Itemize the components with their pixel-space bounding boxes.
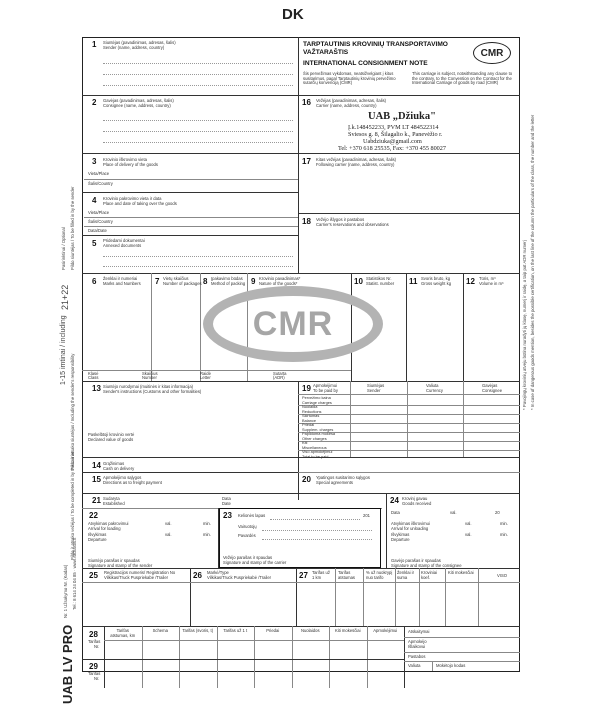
adr-label-en: (ADR) [273, 375, 285, 380]
col-number: 8 [203, 277, 208, 286]
tariff-label: % už nuokrypį nuo tarifo [366, 570, 393, 580]
box-label: Special agreements [316, 480, 354, 485]
box-label: Vežėjas (pavadinimas, adresas, šalis) [316, 98, 387, 103]
cmr-watermark [203, 286, 383, 362]
box-label: Established [103, 501, 125, 506]
charge-row-label: Other charges [302, 435, 327, 441]
charge-row-divider [298, 405, 520, 406]
col-header: Vietų skaičius [163, 276, 189, 281]
charge-row-label: Pervežimo kaina [302, 395, 331, 400]
box-number: 23 [223, 511, 232, 520]
box-label: Sudaryta [103, 496, 120, 501]
truck-trailer-label: Vilkikas/Truck Puspriekabė /Trailer [104, 575, 169, 580]
cmr-watermark-text: CMR [252, 305, 334, 343]
currency-label: Valiuta [408, 663, 421, 668]
side-note-carrier: Pildo ir atsako vežėjas / To be completed in by the carrier [70, 451, 75, 560]
cmr-logo [473, 42, 511, 64]
box-number: 24 [390, 496, 399, 505]
row28-col-header: Tarifas atstumas, km [110, 628, 136, 638]
box-label: Annexed documents [103, 243, 142, 248]
brand-url: Tel.: 8 614 24 04 85 · www.vadrastis.lt [72, 537, 77, 610]
box-number: 20 [302, 475, 311, 484]
signature-label-en: Signature and stamp of the sender [88, 563, 153, 568]
payer-consignee-en: Consignee [482, 388, 503, 393]
row28-col-divider [142, 626, 143, 688]
box-label: Following carrier (name, address, country) [316, 162, 395, 167]
row28-col-divider [367, 626, 368, 688]
minute-label: min. [500, 532, 508, 537]
charge-row-divider [298, 441, 520, 442]
box-number: 29 [89, 662, 98, 671]
truck-trailer-label: Vilkikas/Truck Puspriekabė /Trailer [207, 575, 272, 580]
col-header: Method of packing [211, 281, 246, 286]
brand-logo: UAB LV PRO [60, 624, 75, 704]
reg-number-label: Registracijos numeris/ Registration No [104, 570, 176, 575]
number-label: Skaičius [142, 371, 158, 376]
tariff-sub: Tarifas [88, 671, 101, 676]
box-label: Krovinio iškrovimo vieta [103, 157, 147, 162]
row28-col-header: Priedai [266, 628, 280, 633]
carrier-stamp-name: UAB „Džiuka" [368, 111, 436, 122]
box-number: 22 [89, 511, 98, 520]
row28-col-header: Tarifas (svoris, t) [182, 628, 214, 633]
departure-label: Išvykimas [88, 532, 107, 537]
charge-row-label: Carriage charges [302, 399, 332, 405]
consignee-signature-label: Gavėjo parašas ir spaudas [391, 558, 441, 563]
row28-col-header: Apmokėjimui [373, 628, 398, 633]
row28-col-divider [179, 626, 180, 688]
arrival-unloading-label: Atvykimas iškrovimui [391, 521, 430, 526]
drivers-label: Vairuotojų [238, 524, 257, 529]
box-number: 28 [89, 630, 98, 639]
col-header: Ženklai ir numeriai [103, 276, 138, 281]
col-number: 11 [409, 277, 418, 286]
row28-col-divider [254, 626, 255, 688]
arrival-unloading-label-en: Arrival for unloading [391, 526, 429, 531]
place-label: Vieta/Place [88, 171, 110, 176]
date-label: Data [391, 510, 400, 515]
box-label: Cash on delivery [103, 466, 135, 471]
charge-row-label: Supplem. charges [302, 426, 334, 432]
minute-label: min. [500, 521, 508, 526]
date-label: Data [222, 496, 231, 501]
tariff-sub: Tarifas [88, 639, 101, 644]
side-note-dangerous-lt: * Pavojingų krovinių atveju būtina nurodyti jų klasę, numerį ir raidę, o taip pat ADR numerį [522, 240, 527, 410]
charge-row-label: Kiti [302, 440, 308, 445]
type-label: Markė/Type [207, 570, 229, 575]
charge-row-label: Priedai [302, 422, 315, 427]
side-vertical-info: Nr. 1 Užsakymo Nr. (Kodas) [63, 564, 68, 618]
side-range-21-22: 21+22 [60, 284, 70, 310]
tariff-sub-nr: Nr. [94, 644, 100, 649]
box-label: Krovinio pakrovimo vieta ir data [103, 196, 162, 201]
title-line-2: VAŽTARAŠTIS [303, 49, 349, 56]
title-note-en: This carriage is subject, notwithstanding any clause to the contrary, to the Convention on the Contract for the International Carriage of goods by road (CMR) [412, 71, 513, 86]
box-number: 21 [92, 496, 101, 505]
side-range-1-15: 1-15 imtinai / including [60, 315, 67, 385]
arrival-label-en: Arrival for loading [88, 526, 121, 531]
col-header: Marks and Numbers [103, 281, 141, 286]
charge-row-label: Total to be paid [302, 453, 329, 459]
payer-currency-en: Currency [426, 388, 443, 393]
col-header: Įpakavimo būdas [211, 276, 243, 281]
payer-sender-en: Sender [367, 388, 381, 393]
charge-row-label: Miscellaneous [302, 444, 327, 450]
country-label: Šalis/Country [88, 219, 113, 224]
box-number: 3 [92, 157, 97, 166]
side-note-dangerous-en: * In case of dangerous goods mention, besides the possible certification, on the last line of the column the particulars of the class, the number and the letter [530, 114, 535, 410]
tariff-label: VISO [497, 573, 508, 578]
tariff-label: Tarifas už 1 km [312, 570, 330, 580]
cmr-logo-text: CMR [480, 48, 504, 59]
col-header: Statist. number [366, 281, 395, 286]
minute-label: min. [203, 521, 211, 526]
row28-col-divider [217, 626, 218, 688]
col-header: Svoris bruto, kg [421, 276, 451, 281]
box-label: Place of delivery of the goods [103, 162, 158, 167]
carrier-signature-label-en: Signature and stamp of the carrier [223, 560, 287, 565]
charge-row-divider [298, 423, 520, 424]
box-number: 4 [92, 196, 97, 205]
charge-row-label: Skirtumas [302, 413, 320, 418]
tariff-sub-nr: Nr. [94, 676, 100, 681]
row28-col-divider [292, 626, 293, 688]
box-number: 26 [193, 571, 202, 580]
arrival-label: Atvykimas pakrovimui [88, 521, 129, 526]
box-label: Siuntėjo nurodymai (muitinės ir kitas informacija) [103, 384, 194, 389]
box-label: Goods received [402, 501, 432, 506]
row28-header-divider [104, 640, 404, 641]
col-header: Statistikos Nr. [366, 276, 392, 281]
tariff-label: Kiti mokesčiai [448, 570, 474, 575]
box-number: 5 [92, 239, 97, 248]
charge-row-divider [298, 414, 520, 415]
col-header: Volume in m³ [479, 281, 504, 286]
notes-label: Pastabos [408, 654, 426, 659]
surnames-label: Pavardės [238, 533, 256, 538]
col-number: 6 [92, 277, 97, 286]
place-label: Vieta/Place [88, 210, 110, 215]
box-label: Ypatingos susitarimo sąlygos [316, 475, 370, 480]
side-note-sender-resp: Pildo ir atsako siuntėjas / Including the sender's responsibility [70, 353, 75, 470]
col-number: 7 [155, 277, 160, 286]
box-number: 25 [89, 571, 98, 580]
tariff-label: Kroviniai koef. [421, 570, 438, 580]
divider [298, 37, 299, 273]
tariff-label: Ženklai ir suma [397, 570, 414, 580]
side-note-sender: Pildo siuntėjas / To be filled in by the sender [70, 186, 75, 270]
carrier-stamp-line: Į.k.148452233, PVM LT 484522314 [348, 124, 439, 131]
hour-label: val. [165, 521, 172, 526]
payer-code-label: Mokėtojo kodas [436, 663, 466, 668]
title-line-3: INTERNATIONAL CONSIGNMENT NOTE [303, 60, 428, 67]
box-label: Consignee (name, address, country) [103, 103, 171, 108]
hour-label: val. [450, 510, 457, 515]
box-number: 14 [92, 461, 101, 470]
row28-col-header: Tarifas už 1 t [223, 628, 248, 633]
box-label: Apmokėjimui [313, 383, 337, 388]
year-label: 20 [495, 510, 500, 515]
box-number: 13 [92, 384, 101, 393]
box-number: 27 [299, 571, 308, 580]
class-label-en: Class [88, 375, 99, 380]
declared-value-label: Paskelbtoji krovinio vertė [88, 432, 135, 437]
box-label: Carrier (name, address, country) [316, 103, 377, 108]
box-label: Kitas vežėjas (pavadinimas, adresas, šalis) [316, 157, 397, 162]
col-header: Nature of the goods* [259, 281, 298, 286]
box-number: 16 [302, 98, 311, 107]
payer-consignee: Gavėjas [482, 383, 498, 388]
box-number: 1 [92, 40, 97, 49]
box-label: To be paid by [313, 388, 338, 393]
charge-row-label: Papildoma mokėsa [302, 431, 336, 436]
row28-col-header: Schema [152, 628, 168, 633]
tariff-label: Tarifas atstumas [338, 570, 355, 580]
charge-row-label: Nuolaida [302, 404, 318, 409]
box-label: Siuntėjas (pavadinimas, adresas, šalis) [103, 40, 176, 45]
box-number: 2 [92, 98, 97, 107]
year-label: 201 [363, 513, 370, 518]
signature-label: Siuntėjo parašas ir spaudas [88, 558, 140, 563]
col-header: Gross weight kg [421, 281, 452, 286]
document-code: DK [282, 6, 304, 23]
box-label: Directions as to freight payment [103, 480, 162, 485]
col-header: Tūris, m³ [479, 276, 496, 281]
box-label: Pridedami dokumentai [103, 238, 145, 243]
class-label: Klasė [88, 371, 99, 376]
box-number: 18 [302, 217, 311, 226]
col-number: 12 [466, 277, 475, 286]
col-header: Number of packages [163, 281, 202, 286]
paid-label: Apmokėjo Išlaikovui [408, 639, 427, 649]
carrier-stamp-line: Sviesos g. 8, Šilagalio k., Panevėžio r. [348, 131, 443, 138]
box-label: Place and date of taking over the goods [103, 201, 177, 206]
col-number: 9 [251, 277, 256, 286]
adr-label: Sutarta [273, 371, 287, 376]
declared-value-label-en: Declared value of goods [88, 437, 134, 442]
box-label: Krovinį gavau [402, 496, 428, 501]
date-label-en: Date [222, 501, 231, 506]
col-number: 10 [354, 277, 363, 286]
payer-currency: Valiuta [426, 383, 439, 388]
number-label-en: Number [142, 375, 157, 380]
charge-row-label: Reductions [302, 408, 322, 414]
payer-sender: Siuntėjas [367, 383, 385, 388]
carrier-stamp-line: Uabdziuka@gmail.com [363, 138, 422, 145]
carrier-stamp-line: Tel: +370 618 25535, Fax: +370 455 80027 [338, 145, 446, 152]
departure-label: Išvykimas [391, 532, 410, 537]
trip-sheet-label: Kelionės lapas [238, 513, 266, 518]
box-label: Grąžinimas [103, 461, 125, 466]
country-label: Šalis/Country [88, 181, 113, 186]
minute-label: min. [203, 532, 211, 537]
deductions-label: Atskaitymai [408, 629, 430, 634]
departure-label-en: Departure [391, 537, 410, 542]
box-label: Sender (name, address, country) [103, 45, 165, 50]
box-label: Vežėjo išlygos ir pastabos [316, 217, 365, 222]
box-number: 19 [302, 384, 311, 393]
hour-label: val. [165, 532, 172, 537]
row28-col-header: Kiti mokesčiai [334, 628, 361, 633]
departure-label-en: Departure [88, 537, 107, 542]
consignee-signature-label-en: Signature and stamp of the consignee [391, 563, 462, 568]
col-header: Krovinio pavadinimas* [259, 276, 301, 281]
title-line-1: TARPTAUTINIS KROVINIŲ TRANSPORTAVIMO [303, 41, 448, 48]
row28-col-header: Nuolaidos [300, 628, 320, 633]
charge-row-label: Viso apmokėjimui [302, 449, 333, 454]
side-note-optional: Pasirinktinai / Optional [61, 227, 66, 270]
carrier-signature-label: Vežėjo parašas ir spaudas [223, 555, 273, 560]
date-label: Data/Date [88, 228, 107, 233]
box-label: Carrier's reservations and observations [316, 222, 389, 227]
row28-col-divider [329, 626, 330, 688]
box-label: Apmokėjimo sąlygos [103, 475, 142, 480]
letter-label-en: Letter [200, 375, 211, 380]
title-note-lt: Šis pervežimas vykdomas, neatsižvelgiant į kitus susitarimus, pagal Tarptautinių krovinių pervežimo sutarčių konvenciją (CMR) [303, 71, 396, 86]
box-label: Gavėjas (pavadinimas, adresas, šalis) [103, 98, 174, 103]
hour-label: val. [465, 532, 472, 537]
box-label: Sender's instructions (Customs and other formalities) [103, 389, 202, 394]
box-number: 17 [302, 157, 311, 166]
letter-label: Raidė [200, 371, 211, 376]
hour-label: val. [465, 521, 472, 526]
charge-row-label: Balance [302, 417, 317, 423]
box-number: 15 [92, 475, 101, 484]
